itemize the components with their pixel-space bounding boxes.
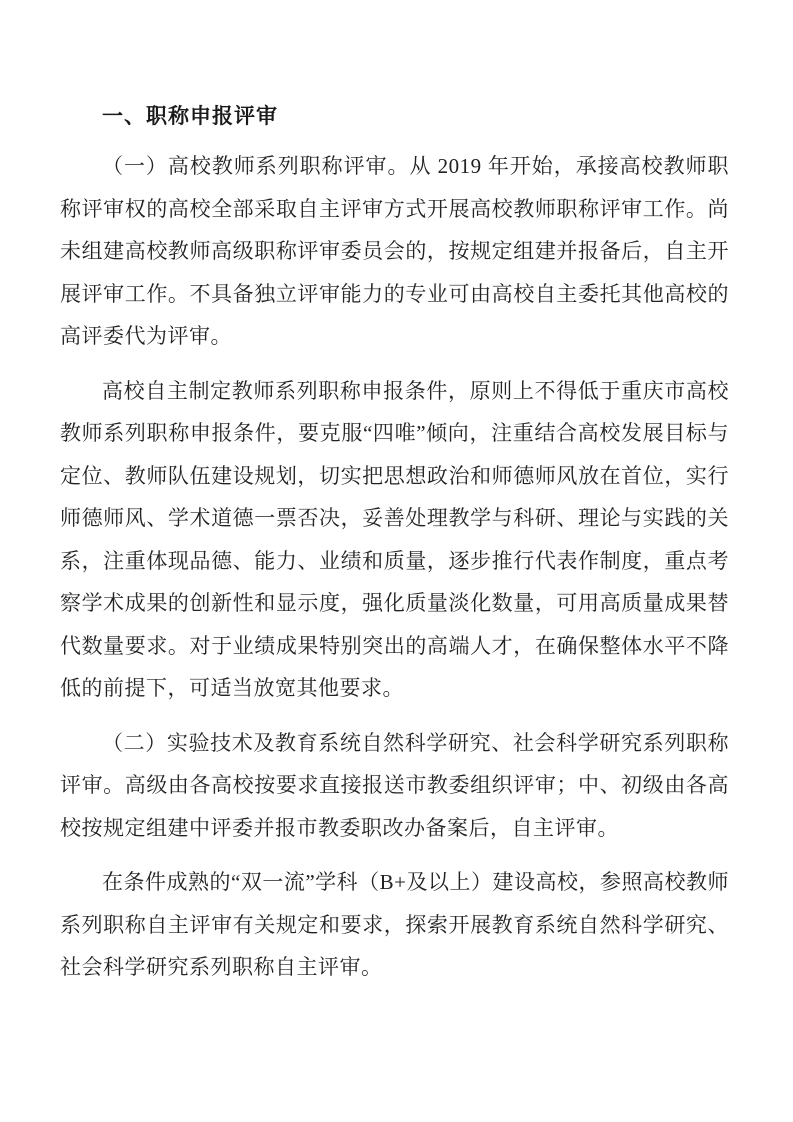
paragraph-3: （二）实验技术及教育系统自然科学研究、社会科学研究系列职称评审。高级由各高校按要求直接报送市教委组织评审；中、初级由各高校按规定组建中评委并报市教委职改办备案后，自主评审。 bbox=[60, 730, 729, 840]
paragraph-1: （一）高校教师系列职称评审。从 2019 年开始，承接高校教师职称评审权的高校全部采取自主评审方式开展高校教师职称评审工作。尚未组建高校教师高级职称评审委员会的，按规定组建并报备后，自主开展评审工作。不具备独立评审能力的专业可由高校自主委托其他高校的高评委代为评审。 bbox=[60, 154, 729, 348]
paragraph-2: 高校自主制定教师系列职称申报条件，原则上不得低于重庆市高校教师系列职称申报条件，要克服“四唯”倾向，注重结合高校发展目标与定位、教师队伍建设规划，切实把思想政治和师德师风放在首位，实行师德师风、学术道德一票否决，妥善处理教学与科研、理论与实践的关系，注重体现品德、能力、业绩和质量，逐步推行代表作制度，重点考察学术成果的创新性和显示度，强化质量淡化数量，可用高质量成果替代数量要求。对于业绩成果特别突出的高端人才，在确保整体水平不降低的前提下，可适当放宽其他要求。 bbox=[60, 378, 729, 700]
paragraph-4: 在条件成熟的“双一流”学科（B+及以上）建设高校，参照高校教师系列职称自主评审有关规定和要求，探索开展教育系统自然科学研究、社会科学研究系列职称自主评审。 bbox=[60, 870, 729, 979]
section-heading: 一、职称申报评审 bbox=[102, 105, 278, 128]
